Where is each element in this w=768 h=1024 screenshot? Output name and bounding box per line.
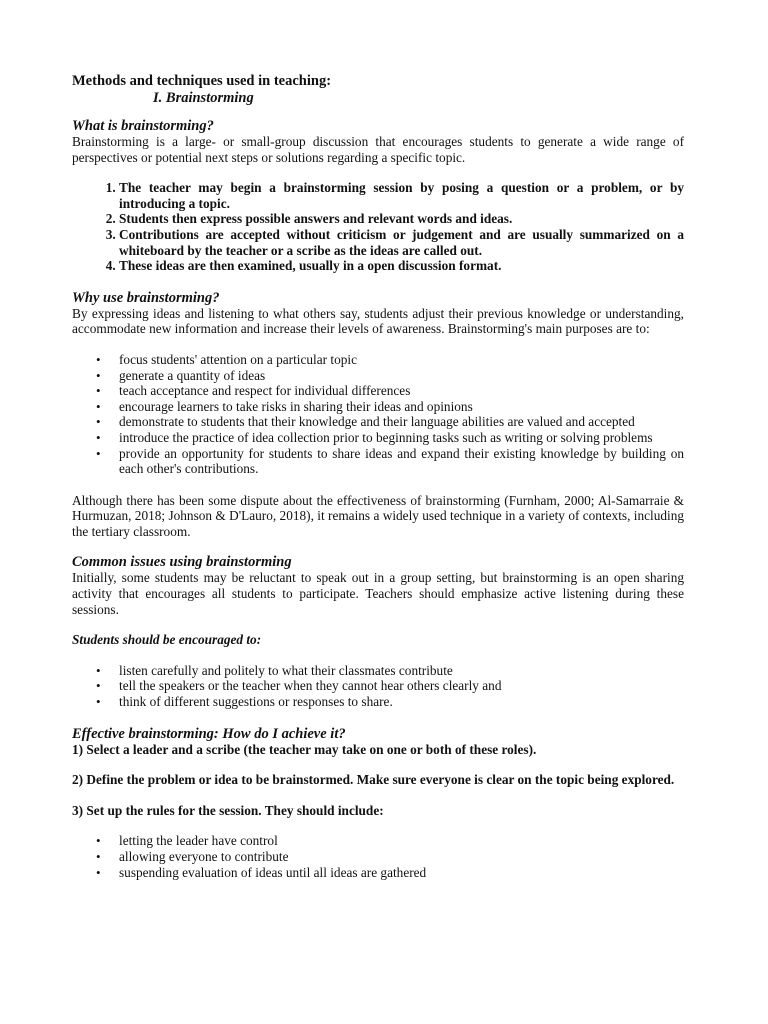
list-item: • suspending evaluation of ideas until all ideas are gathered	[119, 865, 684, 881]
rules-list	[72, 833, 684, 880]
what-heading: What is brainstorming?	[72, 118, 214, 134]
effective-step-1: 1) Select a leader and a scribe (the teacher may take on one or both of these roles).	[72, 741, 537, 757]
purposes-list	[72, 352, 684, 477]
list-item: • encourage learners to take risks in sharing their ideas and opinions	[119, 399, 684, 415]
what-paragraph: Brainstorming is a large- or small-group discussion that encourages students to generate a wide range of perspectives or potential next steps or solutions regarding a specific topic.	[72, 134, 684, 165]
effective-heading: Effective brainstorming: How do I achieve it?	[72, 725, 346, 742]
list-item: 4. These ideas are then examined, usually in a open discussion format.	[119, 258, 684, 274]
list-item: • teach acceptance and respect for individual differences	[119, 383, 684, 399]
steps-list	[72, 180, 684, 274]
list-item: • introduce the practice of idea collection prior to beginning tasks such as writing or solving problems	[119, 430, 684, 446]
list-item: • listen carefully and politely to what their classmates contribute	[119, 663, 684, 679]
dispute-paragraph: Although there has been some dispute about the effectiveness of brainstorming (Furnham, 2000; Al-Samarraie & Hurmuzan, 2018; Johnson & D'Lauro, 2018), it remains a widely used technique in a variety of contexts, including the tertiary classroom.	[72, 492, 684, 539]
list-item: • think of different suggestions or responses to share.	[119, 694, 684, 710]
list-item: 3. Contributions are accepted without criticism or judgement and are usually summarized on a whiteboard by the teacher or a scribe as the ideas are called out.	[119, 227, 684, 258]
why-heading: Why use brainstorming?	[72, 289, 220, 306]
effective-step-3: 3) Set up the rules for the session. They should include:	[72, 802, 384, 818]
encouraged-list	[72, 663, 684, 710]
issues-heading: Common issues using brainstorming	[72, 554, 292, 571]
list-item: • allowing everyone to contribute	[119, 849, 684, 865]
list-item: • focus students' attention on a particular topic	[119, 352, 684, 368]
why-paragraph: By expressing ideas and listening to what others say, students adjust their previous knowledge or understanding, accommodate new information and increase their levels of awareness. Brainstorming's main purposes are to:	[72, 305, 684, 337]
list-item: • demonstrate to students that their knowledge and their language abilities are valued and accepted	[119, 414, 684, 430]
list-item: • generate a quantity of ideas	[119, 368, 684, 384]
list-item: • provide an opportunity for students to share ideas and expand their existing knowledge by building on each other's contributions.	[119, 446, 684, 477]
document-page	[72, 73, 684, 880]
list-item: 2. Students then express possible answers and relevant words and ideas.	[119, 211, 684, 227]
list-item: • letting the leader have control	[119, 833, 684, 849]
list-item: 1. The teacher may begin a brainstorming session by posing a question or a problem, or by introducing a topic.	[119, 180, 684, 211]
list-item: • tell the speakers or the teacher when they cannot hear others clearly and	[119, 678, 684, 694]
effective-step-2: 2) Define the problem or idea to be brainstormed. Make sure everyone is clear on the topic being explored.	[72, 772, 675, 788]
document-subtitle: I. Brainstorming	[153, 90, 254, 106]
issues-paragraph: Initially, some students may be reluctant to speak out in a group setting, but brainstorming is an open sharing activity that encourages all students to participate. Teachers should emphasize active listening during these sessions.	[72, 570, 684, 617]
document-title: Methods and techniques used in teaching:	[72, 73, 332, 89]
encouraged-heading: Students should be encouraged to:	[72, 632, 262, 648]
